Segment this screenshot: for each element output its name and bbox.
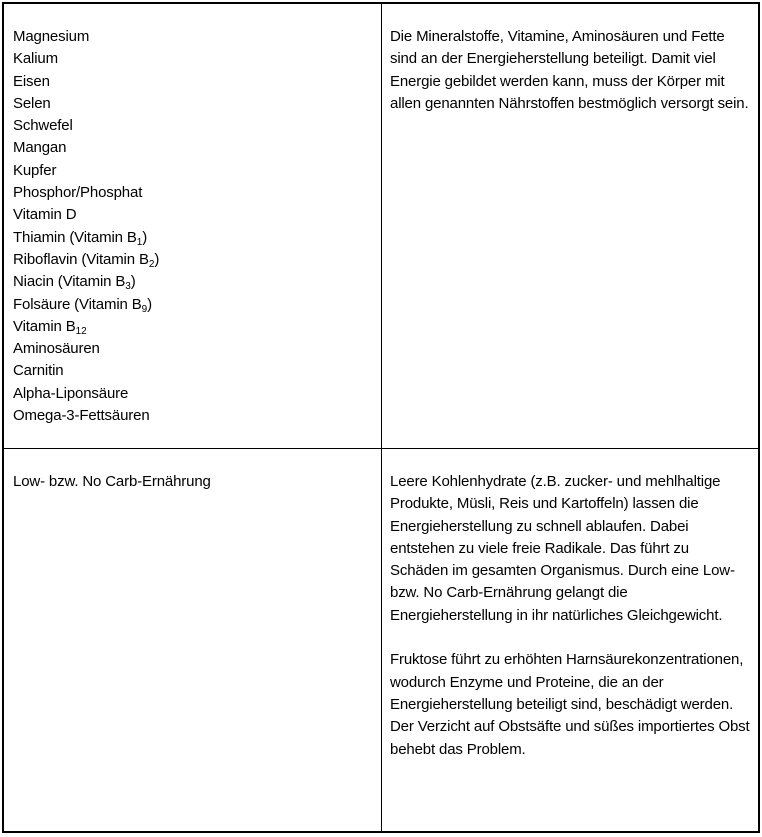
nutrient-item: Mangan bbox=[13, 139, 67, 157]
lowcarb-paragraph-1: Leere Kohlenhydrate (z.B. zucker- und mehlhaltige Produkte, Müsli, Reis und Kartoffeln) lassen die Energieherstellung zu schnell ablaufen. Dabei entstehen zu viele freie Radikale. Das führt zu Schäden im gesamten Organismus. Durch eine Low- bzw. No Carb-Ernährung gelangt die Energieherstellung in ihr natürliches Gleichgewicht. bbox=[390, 473, 735, 624]
nutrient-item: Omega-3-Fettsäuren bbox=[13, 407, 150, 425]
nutrient-item: Aminosäuren bbox=[13, 340, 100, 358]
energy-description-text: Die Mineralstoffe, Vitamine, Aminosäuren und Fette sind an der Energieherstellung beteiligt. Damit viel Energie gebildet werden kann, muss der Körper mit allen genannten Nährstoffen bestmöglich versorgt sein. bbox=[390, 28, 749, 112]
nutrient-item: Vitamin D bbox=[13, 206, 77, 224]
nutrient-item: Eisen bbox=[13, 72, 50, 90]
nutrient-item: Phosphor/Phosphat bbox=[13, 184, 143, 202]
nutrient-item: Selen bbox=[13, 94, 51, 112]
nutrients-table bbox=[2, 2, 760, 833]
nutrient-item: Kupfer bbox=[13, 161, 57, 179]
energy-description-cell bbox=[382, 4, 758, 449]
lowcarb-description-cell bbox=[382, 449, 758, 831]
nutrient-item: Schwefel bbox=[13, 117, 73, 135]
lowcarb-paragraph-2: Fruktose führt zu erhöhten Harnsäurekonzentrationen, wodurch Enzyme und Proteine, die an der Energieherstellung beteiligt sind, beschädigt werden. Der Verzicht auf Obstsäfte und süßes importiertes Obst behebt das Problem. bbox=[390, 651, 750, 758]
nutrient-item: Niacin (Vitamin $B_3$) bbox=[13, 273, 136, 293]
nutrient-list-cell bbox=[4, 4, 382, 449]
nutrient-item: Magnesium bbox=[13, 28, 90, 45]
nutrient-item: Kalium bbox=[13, 50, 58, 68]
nutrient-item: Carnitin bbox=[13, 362, 64, 380]
nutrient-item: Thiamin (Vitamin $B_1$) bbox=[13, 228, 148, 248]
nutrient-item: Riboflavin (Vitamin $B_2$) bbox=[13, 250, 160, 270]
nutrient-item: Folsäure (Vitamin $B_9$) bbox=[13, 295, 153, 315]
nutrient-item: Vitamin $B_{12}$ bbox=[13, 317, 87, 337]
lowcarb-label: Low- bzw. No Carb-Ernährung bbox=[13, 473, 211, 490]
lowcarb-label-cell bbox=[4, 449, 382, 831]
nutrient-list bbox=[13, 26, 371, 427]
nutrient-item: Alpha-Liponsäure bbox=[13, 384, 129, 402]
